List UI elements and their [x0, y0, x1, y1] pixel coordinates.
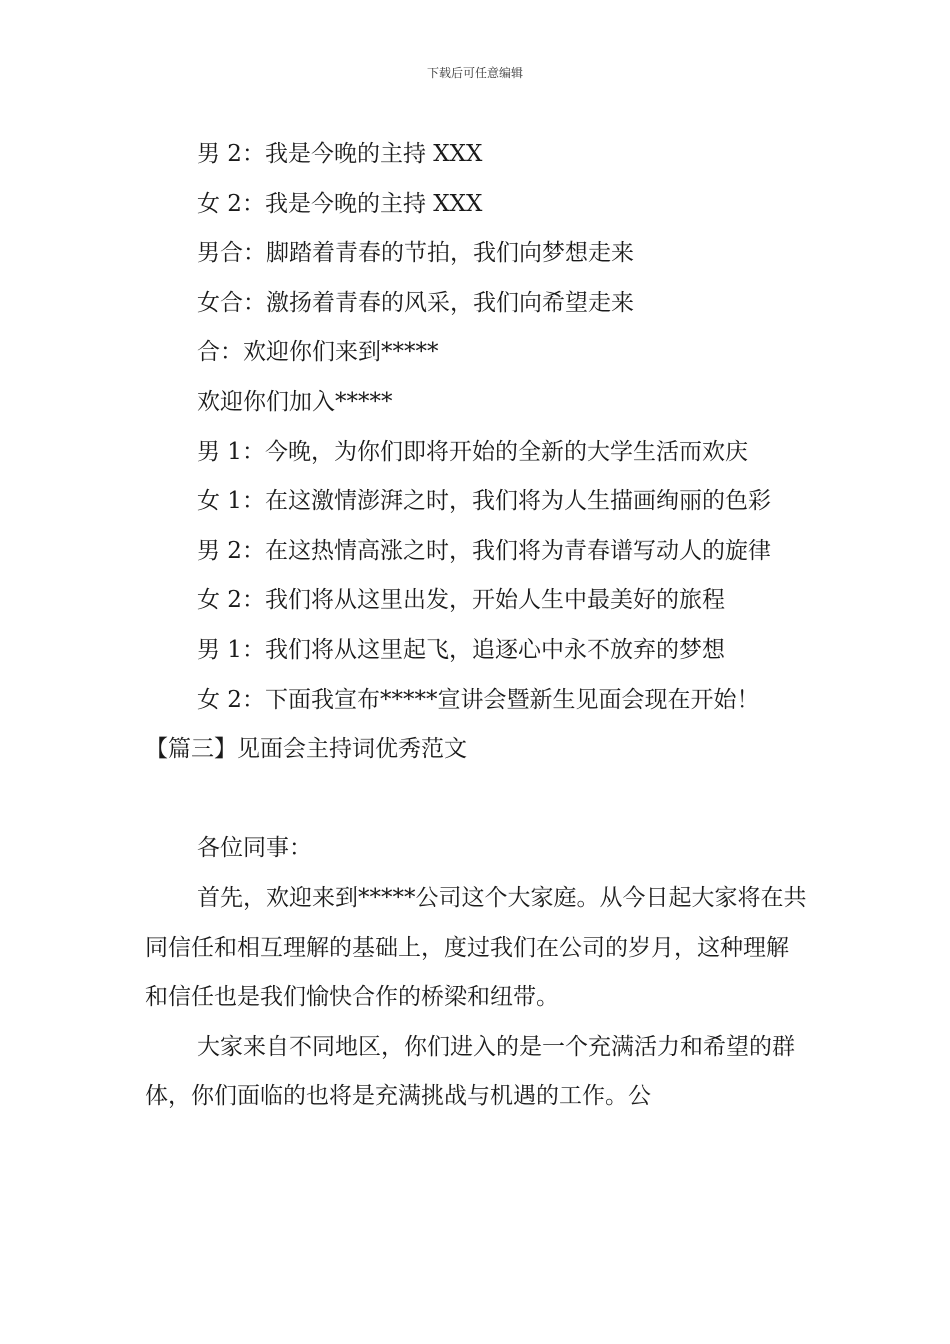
paragraph: 男 1：今晚，为你们即将开始的全新的大学生活而欢庆 [197, 438, 748, 465]
paragraph: 欢迎你们加入***** [197, 388, 393, 415]
salutation: 各位同事： [197, 835, 312, 862]
paragraph: 男 1：我们将从这里起飞，追逐心中永不放弃的梦想 [197, 636, 725, 663]
paragraph: 女 1：在这激情澎湃之时，我们将为人生描画绚丽的色彩 [197, 488, 771, 515]
section-heading: 【篇三】见面会主持词优秀范文 [145, 736, 467, 763]
paragraph: 首先，欢迎来到*****公司这个大家庭。从今日起大家将在共同信任和相互理解的基础上，度过我们在公司的岁月，这种理解和信任也是我们愉快合作的桥梁和纽带。 [145, 884, 807, 1011]
paragraph: 女合：激扬着青春的风采，我们向希望走来 [197, 289, 634, 316]
paragraph: 合：欢迎你们来到***** [197, 339, 439, 366]
paragraph: 男 2：我是今晚的主持 XXX [197, 141, 483, 167]
paragraph: 大家来自不同地区，你们进入的是一个充满活力和希望的群体，你们面临的也将是充满挑战与机遇的工作。公 [145, 1033, 795, 1110]
paragraph: 女 2：我们将从这里出发，开始人生中最美好的旅程 [197, 587, 725, 614]
document-body [145, 130, 810, 1122]
paragraph: 男 2：在这热情高涨之时，我们将为青春谱写动人的旋律 [197, 537, 771, 564]
paragraph: 女 2：下面我宣布*****宣讲会暨新生见面会现在开始！ [197, 686, 760, 713]
paragraph: 女 2：我是今晚的主持 XXX [197, 190, 483, 217]
page-header: 下载后可任意编辑 [426, 66, 523, 80]
paragraph: 男合：脚踏着青春的节拍，我们向梦想走来 [197, 240, 634, 267]
